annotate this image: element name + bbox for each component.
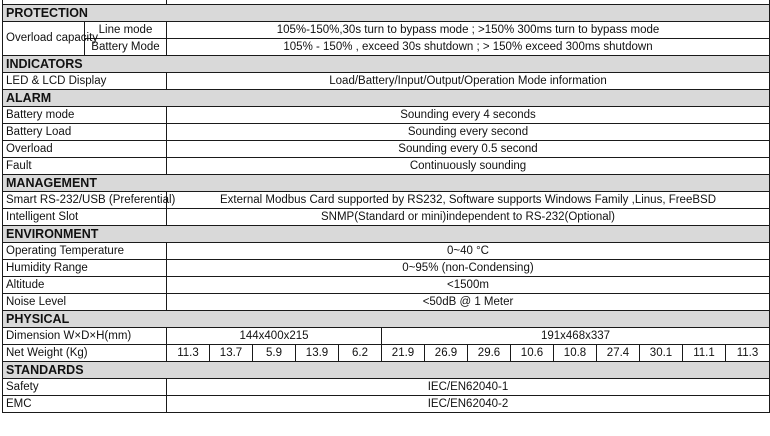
table-row [3, 158, 770, 175]
weight-cell: 6.2 [339, 345, 382, 362]
table-row [3, 73, 770, 90]
row-value: IEC/EN62040-2 [167, 396, 770, 413]
row-label: Operating Temperature [3, 243, 167, 260]
table-row [3, 243, 770, 260]
table-row [3, 22, 770, 39]
row-label: LED & LCD Display [3, 73, 167, 90]
row-label: Overload [3, 141, 167, 158]
section-title: PHYSICAL [3, 311, 770, 328]
row-sublabel: Line mode [85, 22, 167, 39]
row-value: Sounding every second [167, 124, 770, 141]
weight-cell: 11.3 [726, 345, 770, 362]
section-title: INDICATORS [3, 56, 770, 73]
section-title: PROTECTION [3, 5, 770, 22]
weight-cell: 26.9 [425, 345, 468, 362]
row-value: External Modbus Card supported by RS232, Software supports Windows Family ,Linus, FreeBSD [167, 192, 770, 209]
weight-cell: 29.6 [468, 345, 511, 362]
section-indicators [3, 56, 770, 73]
row-value: 105%-150%,30s turn to bypass mode ; >150% 300ms turn to bypass mode [167, 22, 770, 39]
section-physical [3, 311, 770, 328]
row-value: IEC/EN62040-1 [167, 379, 770, 396]
weight-cell: 13.7 [210, 345, 253, 362]
row-label: Altitude [3, 277, 167, 294]
weight-cell: 10.8 [554, 345, 597, 362]
table-row [3, 294, 770, 311]
weight-cell: 11.3 [167, 345, 210, 362]
section-protection [3, 5, 770, 22]
weight-cell: 30.1 [640, 345, 683, 362]
row-label: Smart RS-232/USB (Preferential) [3, 192, 167, 209]
row-value: <1500m [167, 277, 770, 294]
row-label: Safety [3, 379, 167, 396]
weight-cell: 21.9 [382, 345, 425, 362]
table-row [3, 141, 770, 158]
weight-cell: 5.9 [253, 345, 296, 362]
row-value: 0~95% (non-Condensing) [167, 260, 770, 277]
row-label: Fault [3, 158, 167, 175]
table-row [3, 396, 770, 413]
table-row [3, 345, 770, 362]
section-title: ALARM [3, 90, 770, 107]
table-row [3, 260, 770, 277]
table-row [3, 209, 770, 226]
row-value: Load/Battery/Input/Output/Operation Mode information [167, 73, 770, 90]
dimension-large-value: 191x468x337 [382, 328, 770, 345]
weight-cell: 10.6 [511, 345, 554, 362]
dimension-small-value: 144x400x215 [167, 328, 382, 345]
table-row [3, 328, 770, 345]
section-standards [3, 362, 770, 379]
row-value: Sounding every 4 seconds [167, 107, 770, 124]
row-label: Humidity Range [3, 260, 167, 277]
section-title: STANDARDS [3, 362, 770, 379]
table-row [3, 124, 770, 141]
table-row [3, 107, 770, 124]
row-value: <50dB @ 1 Meter [167, 294, 770, 311]
section-environment [3, 226, 770, 243]
section-title: ENVIRONMENT [3, 226, 770, 243]
row-value: SNMP(Standard or mini)independent to RS-232(Optional) [167, 209, 770, 226]
row-value: Continuously sounding [167, 158, 770, 175]
section-title: MANAGEMENT [3, 175, 770, 192]
row-label: Dimension W×D×H(mm) [3, 328, 167, 345]
row-label: Battery mode [3, 107, 167, 124]
spec-table [2, 0, 770, 413]
table-row [3, 379, 770, 396]
row-value: 105% - 150% , exceed 30s shutdown ; > 150% exceed 300ms shutdown [167, 39, 770, 56]
weight-cell: 27.4 [597, 345, 640, 362]
row-sublabel: Battery Mode [85, 39, 167, 56]
weight-cell: 11.1 [683, 345, 726, 362]
table-row [3, 277, 770, 294]
row-value: Sounding every 0.5 second [167, 141, 770, 158]
row-label: Overload capacity [3, 22, 85, 56]
section-alarm [3, 90, 770, 107]
section-management [3, 175, 770, 192]
table-row [3, 39, 770, 56]
row-label: Battery Load [3, 124, 167, 141]
weight-cell: 13.9 [296, 345, 339, 362]
table-row [3, 192, 770, 209]
row-label: Noise Level [3, 294, 167, 311]
row-label: Net Weight (Kg) [3, 345, 167, 362]
row-label: EMC [3, 396, 167, 413]
row-label: Intelligent Slot [3, 209, 167, 226]
row-value: 0~40 °C [167, 243, 770, 260]
